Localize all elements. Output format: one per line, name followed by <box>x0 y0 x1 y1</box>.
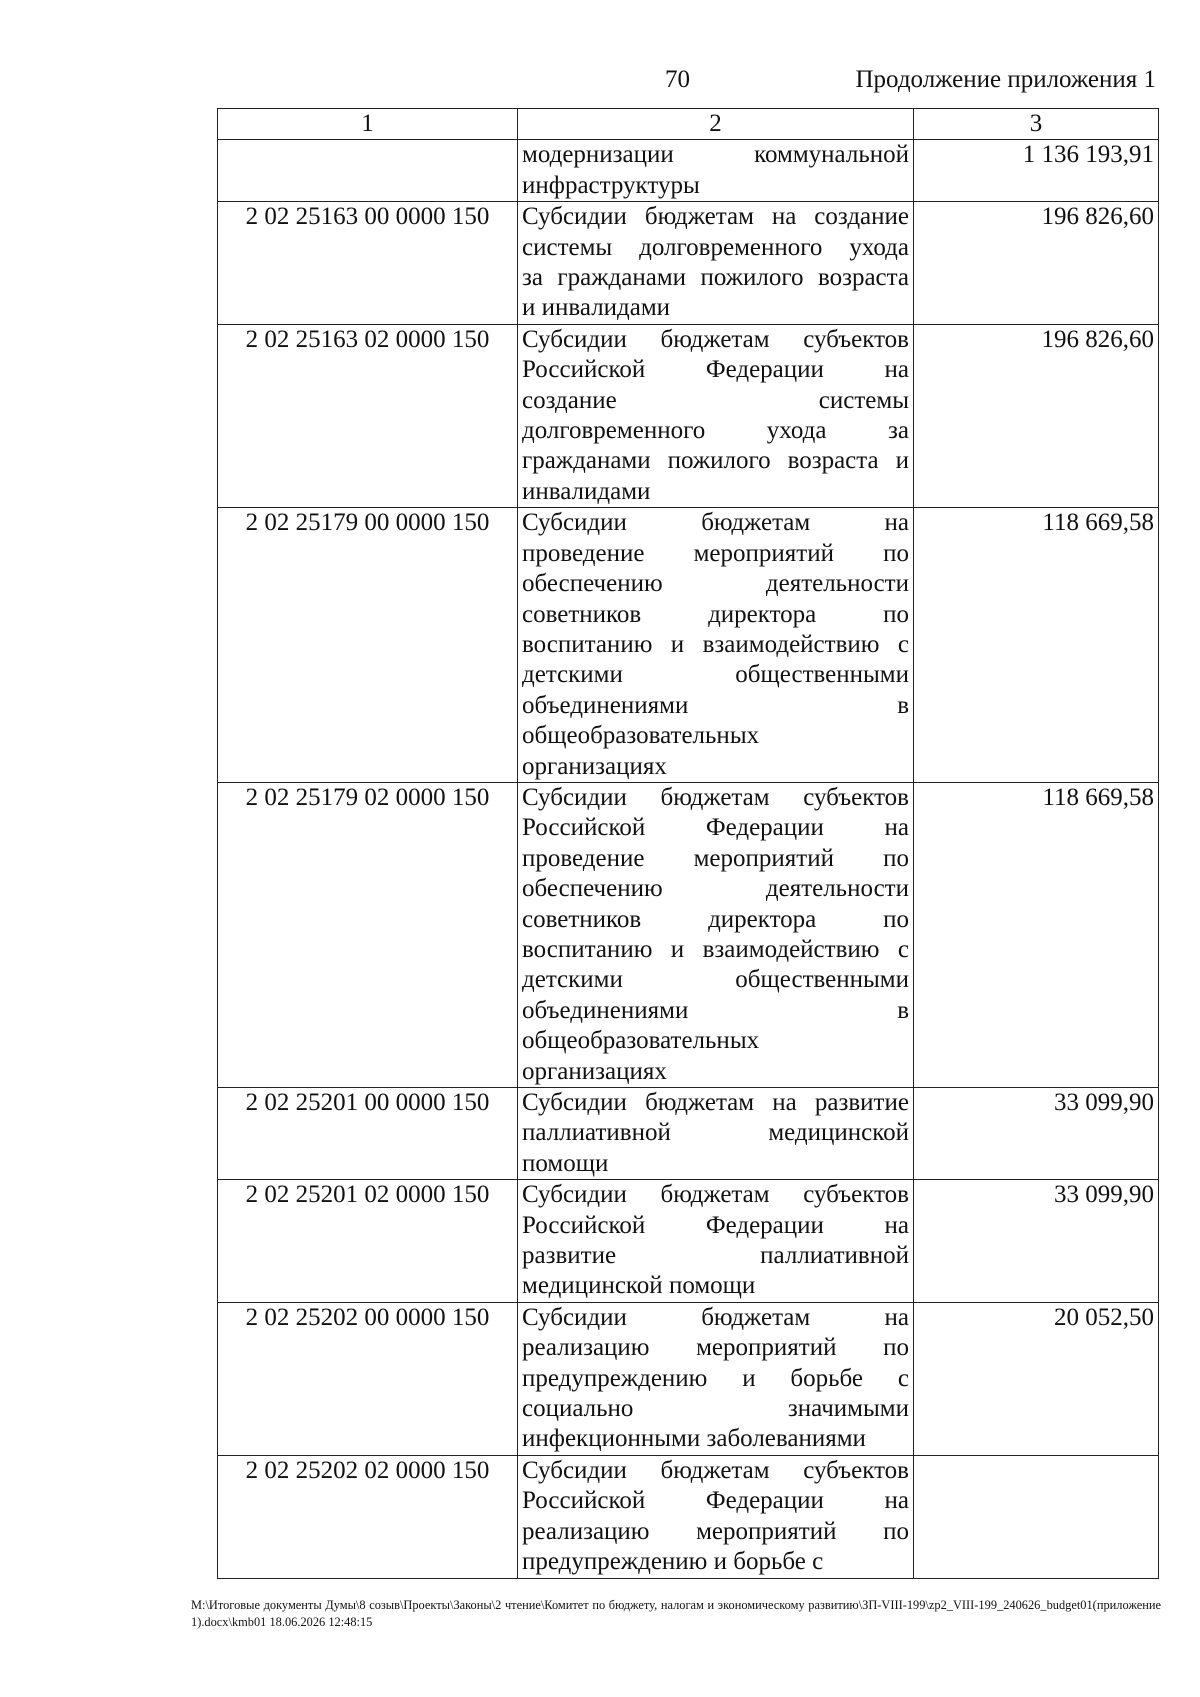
description-line <box>522 1456 909 1486</box>
description-line <box>522 783 909 813</box>
description-word: паллиативной <box>522 1119 671 1147</box>
description-line <box>522 600 909 630</box>
description-word: борьбе <box>733 1548 806 1576</box>
description-word: предупреждению <box>522 1548 708 1576</box>
description-word: воспитанию <box>522 630 653 658</box>
description-word: советников <box>522 905 642 933</box>
description-line <box>522 477 909 507</box>
income-description <box>518 1088 914 1180</box>
table-row <box>218 508 1159 783</box>
description-word: обеспечению <box>522 570 663 598</box>
description-word: возраста <box>817 264 909 292</box>
table-row <box>218 1455 1159 1578</box>
description-word: на <box>884 814 909 842</box>
amount-value: 33 099,90 <box>914 1180 1159 1303</box>
description-word: взаимодействию <box>702 935 880 963</box>
description-word: гражданами <box>557 264 687 292</box>
description-word: Субсидии <box>522 509 627 537</box>
table-row <box>218 1088 1159 1180</box>
description-word: Федерации <box>705 1487 824 1515</box>
table-row <box>218 202 1159 325</box>
description-line <box>522 813 909 843</box>
description-line <box>522 1303 909 1333</box>
appendix-continuation-label: Продолжение приложения 1 <box>855 66 1156 93</box>
income-description <box>518 324 914 507</box>
description-word: обеспечению <box>522 875 663 903</box>
description-word: значимыми <box>787 1395 909 1423</box>
description-word: мероприятий <box>696 1334 837 1362</box>
description-line <box>522 508 909 538</box>
budget-classification-code: 2 02 25179 02 0000 150 <box>218 782 518 1087</box>
description-word: социально <box>522 1395 634 1423</box>
budget-table <box>217 108 1159 1579</box>
description-word: детскими <box>522 966 623 994</box>
description-word: на <box>884 509 909 537</box>
description-word: пожилого <box>700 264 804 292</box>
description-word: по <box>883 539 909 567</box>
description-word: субъектов <box>803 783 909 811</box>
description-line <box>522 569 909 599</box>
description-line <box>522 202 909 232</box>
amount-value: 196 826,60 <box>914 324 1159 507</box>
description-word: Федерации <box>705 356 824 384</box>
description-word: помощи <box>522 1149 609 1177</box>
description-word: пожилого <box>667 447 771 475</box>
description-word: и <box>742 1364 756 1392</box>
budget-classification-code: 2 02 25202 00 0000 150 <box>218 1302 518 1455</box>
budget-table-body <box>218 109 1159 1579</box>
description-word: борьбе <box>790 1364 864 1392</box>
description-word: коммунальной <box>754 141 909 169</box>
description-word: Субсидии <box>522 1089 627 1116</box>
description-word: мероприятий <box>693 539 834 567</box>
description-word: бюджетам <box>660 783 770 811</box>
description-word: субъектов <box>803 325 909 353</box>
description-word: Российской <box>522 1211 646 1239</box>
description-line <box>522 1180 909 1210</box>
description-word: по <box>883 600 909 628</box>
income-description <box>518 782 914 1087</box>
description-word: с <box>897 935 909 963</box>
budget-classification-code: 2 02 25201 02 0000 150 <box>218 1180 518 1303</box>
description-word: модернизации <box>522 141 674 169</box>
description-word: бюджетам <box>660 1181 770 1209</box>
description-word: медицинской <box>522 1272 663 1300</box>
description-word: развитие <box>814 1089 909 1116</box>
description-line <box>522 1547 909 1577</box>
description-word: предупреждению <box>522 1364 708 1392</box>
description-word: объединениями <box>522 996 689 1024</box>
description-word: и <box>895 447 909 475</box>
amount-value: 1 136 193,91 <box>914 140 1159 202</box>
document-file-path: М:\Итоговые документы Думы\8 созыв\Проекты\Законы\2 чтение\Комитет по бюджету, налогам и экономическому развитию\ЗП-VIII-199\zp2_VIII-199_240626_budget01(приложение1).docx\kmb01 18.06.2026 12:48:15 <box>191 1598 1161 1629</box>
description-word: бюджетам <box>660 1456 770 1484</box>
description-word: долговременного <box>522 417 706 445</box>
income-description <box>518 508 914 783</box>
column-header-1: 1 <box>218 109 518 140</box>
description-word: организациях <box>522 752 667 780</box>
description-line <box>522 660 909 690</box>
description-word: объединениями <box>522 691 689 719</box>
description-word: ухода <box>766 417 827 445</box>
table-row <box>218 1180 1159 1303</box>
description-word: в <box>897 691 909 719</box>
description-line <box>522 1241 909 1271</box>
description-line <box>522 874 909 904</box>
budget-classification-code: 2 02 25163 00 0000 150 <box>218 202 518 325</box>
description-word: за <box>888 417 909 445</box>
description-word: общеобразовательных <box>522 1027 760 1055</box>
description-word: детскими <box>522 661 623 689</box>
description-word: гражданами <box>522 447 651 475</box>
description-word: с <box>897 1364 909 1392</box>
description-line <box>522 416 909 446</box>
description-line <box>522 233 909 263</box>
description-word: субъектов <box>803 1181 909 1209</box>
description-line <box>522 996 909 1026</box>
income-description <box>518 1180 914 1303</box>
description-line <box>522 1118 909 1148</box>
budget-classification-code: 2 02 25179 00 0000 150 <box>218 508 518 783</box>
description-line <box>522 140 909 170</box>
description-word: создание <box>522 386 617 414</box>
description-word: за <box>522 264 543 292</box>
description-word: на <box>884 1487 909 1515</box>
description-word: Субсидии <box>522 203 627 231</box>
description-word: инвалидами <box>522 477 651 505</box>
description-line <box>522 630 909 660</box>
description-line <box>522 325 909 355</box>
income-description <box>518 202 914 325</box>
description-word: долговременного <box>639 233 823 261</box>
description-word: по <box>883 905 909 933</box>
description-word: на <box>771 203 797 231</box>
description-line <box>522 263 909 293</box>
description-line <box>522 355 909 385</box>
description-word: субъектов <box>803 1456 909 1484</box>
description-word: Российской <box>522 1487 646 1515</box>
amount-value: 118 669,58 <box>914 782 1159 1087</box>
description-word: по <box>883 1517 909 1545</box>
description-word: бюджетам <box>645 1089 755 1116</box>
description-word: и <box>670 630 685 658</box>
table-row <box>218 140 1159 202</box>
description-word: на <box>884 1211 909 1239</box>
description-word: деятельности <box>765 570 909 598</box>
description-word: Российской <box>522 814 646 842</box>
description-line <box>522 1211 909 1241</box>
description-line <box>522 1424 909 1454</box>
description-word: на <box>772 1089 797 1116</box>
description-line <box>522 844 909 874</box>
description-word: Субсидии <box>522 1181 627 1209</box>
description-line <box>522 1088 909 1118</box>
description-line <box>522 935 909 965</box>
description-word: Субсидии <box>522 1456 627 1484</box>
description-line <box>522 1486 909 1516</box>
description-line <box>522 1394 909 1424</box>
description-word: помощи <box>668 1272 756 1300</box>
amount-value: 20 052,50 <box>914 1302 1159 1455</box>
description-line <box>522 1057 909 1087</box>
description-line <box>522 1364 909 1394</box>
description-word: бюджетам <box>701 509 811 537</box>
amount-value: 118 669,58 <box>914 508 1159 783</box>
description-word: бюджетам <box>660 325 770 353</box>
description-line <box>522 1333 909 1363</box>
description-word: на <box>884 1303 909 1331</box>
description-word: бюджетам <box>644 203 754 231</box>
amount-value: 196 826,60 <box>914 202 1159 325</box>
description-line <box>522 752 909 782</box>
description-word: и <box>670 935 685 963</box>
description-word: и <box>522 294 536 322</box>
income-description <box>518 1455 914 1578</box>
description-word: и <box>713 1548 728 1576</box>
description-word: паллиативной <box>760 1242 909 1270</box>
description-word: воспитанию <box>522 935 653 963</box>
description-word: развитие <box>522 1242 617 1270</box>
description-line <box>522 1517 909 1547</box>
budget-classification-code <box>218 140 518 202</box>
description-word: заболеваниями <box>706 1425 866 1453</box>
table-row <box>218 324 1159 507</box>
description-word: общественными <box>735 661 909 689</box>
budget-classification-code: 2 02 25201 00 0000 150 <box>218 1088 518 1180</box>
description-line <box>522 386 909 416</box>
description-line <box>522 446 909 476</box>
description-word: деятельности <box>765 875 909 903</box>
description-line <box>522 691 909 721</box>
description-word: взаимодействию <box>702 630 880 658</box>
description-word: Субсидии <box>522 1303 627 1331</box>
description-line <box>522 1271 909 1301</box>
description-word: инвалидами <box>541 294 671 322</box>
description-line <box>522 171 909 201</box>
description-word: системы <box>522 233 613 261</box>
amount-value: 33 099,90 <box>914 1088 1159 1180</box>
budget-classification-code: 2 02 25163 02 0000 150 <box>218 324 518 507</box>
description-word: Субсидии <box>522 783 627 811</box>
amount-value <box>914 1455 1159 1578</box>
description-word: с <box>812 1548 824 1576</box>
description-word: Субсидии <box>522 325 627 353</box>
description-word: реализацию <box>522 1517 650 1545</box>
description-word: инфекционными <box>522 1425 701 1453</box>
description-word: на <box>884 356 909 384</box>
description-word: по <box>883 1334 909 1362</box>
description-word: с <box>897 630 909 658</box>
description-line <box>522 1026 909 1056</box>
description-word: общественными <box>735 966 909 994</box>
description-word: медицинской <box>768 1119 909 1147</box>
description-word: общеобразовательных <box>522 722 760 750</box>
table-row <box>218 1302 1159 1455</box>
description-word: проведение <box>522 844 645 872</box>
description-line <box>522 905 909 935</box>
page-number: 70 <box>665 66 690 93</box>
description-line <box>522 539 909 569</box>
description-word: мероприятий <box>693 844 834 872</box>
description-line <box>522 965 909 995</box>
table-header-row <box>218 109 1159 140</box>
description-line <box>522 721 909 751</box>
description-word: системы <box>818 386 909 414</box>
description-word: возраста <box>787 447 879 475</box>
budget-classification-code: 2 02 25202 02 0000 150 <box>218 1455 518 1578</box>
table-row <box>218 782 1159 1087</box>
income-description <box>518 1302 914 1455</box>
description-word: мероприятий <box>696 1517 837 1545</box>
description-line <box>522 1149 909 1179</box>
description-word: по <box>883 844 909 872</box>
description-word: Федерации <box>705 1211 824 1239</box>
description-line <box>522 293 909 323</box>
description-word: инфраструктуры <box>522 171 700 199</box>
income-description <box>518 140 914 202</box>
description-word: реализацию <box>522 1334 650 1362</box>
column-header-2: 2 <box>518 109 914 140</box>
description-word: директора <box>708 905 817 933</box>
description-word: в <box>897 996 909 1024</box>
description-word: бюджетам <box>701 1303 811 1331</box>
description-word: создание <box>814 203 909 231</box>
description-word: Российской <box>522 356 646 384</box>
column-header-3: 3 <box>914 109 1159 140</box>
description-word: директора <box>708 600 817 628</box>
description-word: проведение <box>522 539 645 567</box>
description-word: ухода <box>849 233 909 261</box>
description-word: организациях <box>522 1057 667 1085</box>
description-word: советников <box>522 600 642 628</box>
description-word: Федерации <box>705 814 824 842</box>
